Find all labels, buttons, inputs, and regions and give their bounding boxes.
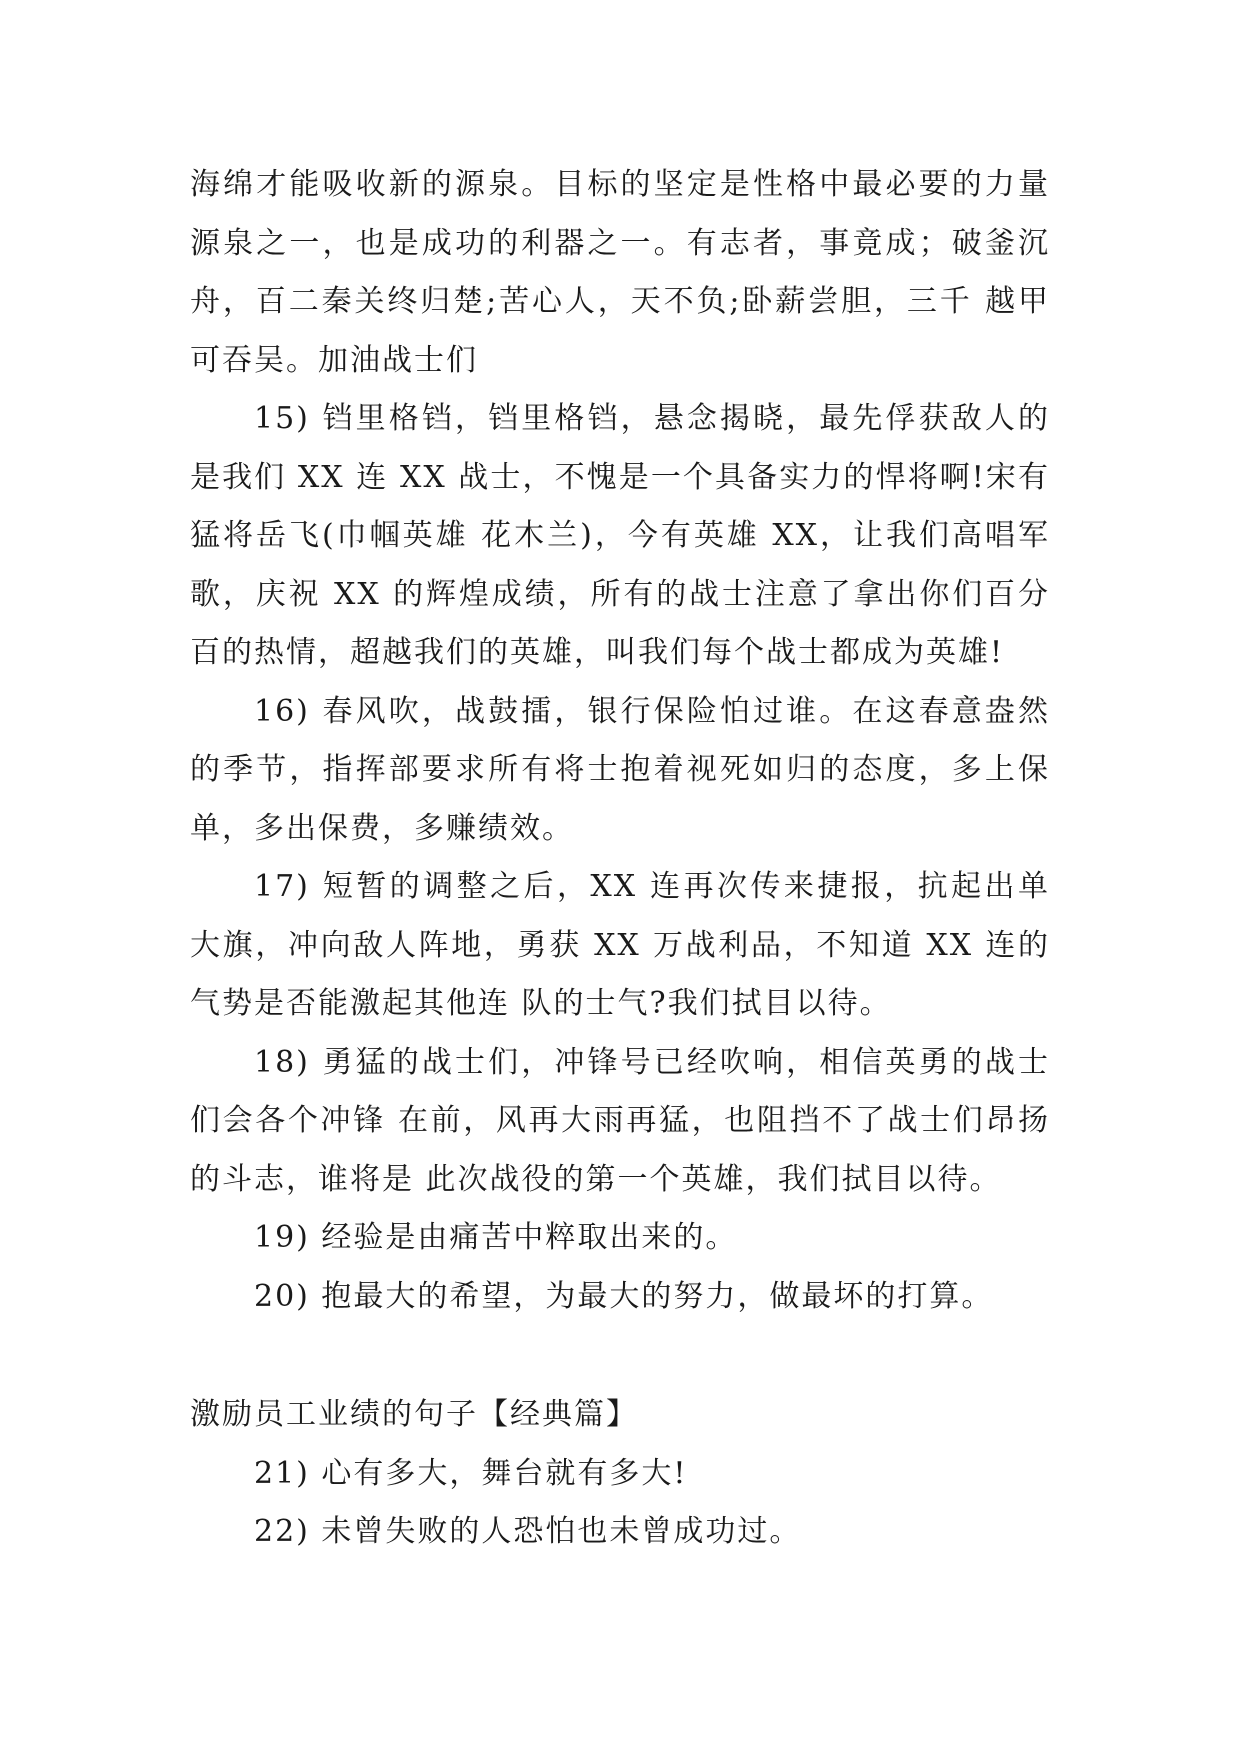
document-body xyxy=(190,156,1050,1562)
paragraph-20: 20) 抱最大的希望，为最大的努力，做最坏的打算。 xyxy=(254,1278,994,1314)
paragraph-17: 17) 短暂的调整之后，XX 连再次传来捷报，抗起出单大旗，冲向敌人阵地，勇获 XX 万战利品，不知道 XX 连的气势是否能激起其他连 队的士气?我们拭目以待。 xyxy=(190,869,1050,1021)
paragraph-continued: 海绵才能吸收新的源泉。目标的坚定是性格中最必要的力量源泉之一，也是成功的利器之一。有志者，事竟成；破釜沉舟，百二秦关终归楚;苦心人，天不负;卧薪尝胆，三千 越甲可吞吴。加油战士们 xyxy=(190,167,1050,378)
section-heading: 激励员工业绩的句子【经典篇】 xyxy=(190,1397,638,1432)
paragraph-16: 16) 春风吹，战鼓擂，银行保险怕过谁。在这春意盎然的季节，指挥部要求所有将士抱着视死如归的态度，多上保单，多出保费，多赚绩效。 xyxy=(190,693,1050,846)
paragraph-15: 15) 铛里格铛，铛里格铛，悬念揭晓，最先俘获敌人的是我们 XX 连 XX 战士，不愧是一个具备实力的悍将啊!宋有猛将岳飞(巾帼英雄 花木兰)，今有英雄 XX，让我们高唱军歌，庆祝 XX 的辉煌成绩，所有的战士注意了拿出你们百分百的热情，超越我们的英雄，叫我们每个战士都成为英雄! xyxy=(190,401,1050,670)
paragraph-21: 21) 心有多大，舞台就有多大! xyxy=(254,1455,688,1491)
paragraph-19: 19) 经验是由痛苦中粹取出来的。 xyxy=(254,1220,738,1255)
paragraph-18: 18) 勇猛的战士们，冲锋号已经吹响，相信英勇的战士们会各个冲锋 在前，风再大雨再猛，也阻挡不了战士们昂扬的斗志，谁将是 此次战役的第一个英雄，我们拭目以待。 xyxy=(190,1044,1050,1197)
paragraph-22: 22) 未曾失败的人恐怕也未曾成功过。 xyxy=(254,1514,802,1549)
